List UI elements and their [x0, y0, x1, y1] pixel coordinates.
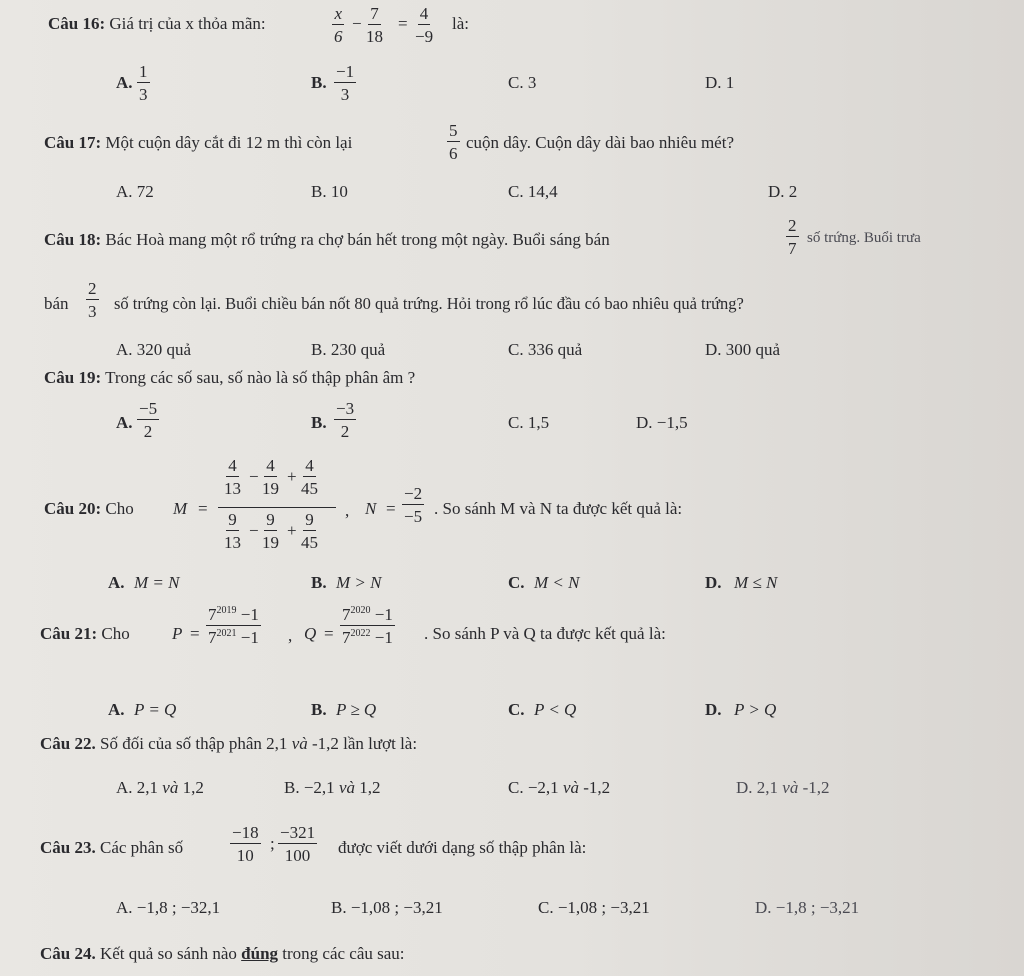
- option-c: C. −2,1 và -1,2: [508, 778, 611, 797]
- option-a-value: P = Q: [134, 700, 177, 719]
- question-text: số trứng còn lại. Buổi chiều bán nốt 80 quả trứng. Hỏi trong rổ lúc đầu có bao nhiêu quả trứng?: [114, 294, 744, 313]
- question-text: trong các câu sau:: [282, 944, 405, 963]
- option-b: B. 10: [311, 182, 348, 201]
- question-text: Trong các số sau, số nào là số thập phân âm ?: [105, 368, 416, 387]
- minus-sign: −: [249, 521, 259, 540]
- q18-frac-2-7: $\frac{2}{7}$: [788, 216, 797, 258]
- question-text: Bác Hoà mang một rổ trứng ra chợ bán hết trong một ngày. Buổi sáng bán: [105, 230, 610, 249]
- m-den-frac-3: $\frac{9}{45}$: [301, 510, 318, 552]
- option-d: D.: [705, 573, 722, 592]
- option-d-value: P > Q: [734, 700, 777, 719]
- q18-frac-2-3: $\frac{2}{3}$: [88, 279, 97, 321]
- q19-stem: [44, 368, 415, 388]
- question-label: Câu 17:: [44, 133, 102, 152]
- question-label: Câu 20:: [44, 499, 102, 518]
- question-text: Một cuộn dây cắt đi 12 m thì còn lại: [105, 133, 353, 152]
- option-a-value: $\frac{-5}{2}$: [139, 399, 158, 441]
- question-text: cuộn dây. Cuộn dây dài bao nhiêu mét?: [466, 133, 734, 152]
- option-c: C. 3: [508, 73, 537, 92]
- option-b: B.: [311, 700, 327, 719]
- q16-stem: [48, 14, 266, 34]
- m-num-frac-2: $\frac{4}{19}$: [262, 456, 279, 498]
- question-text: Cho: [105, 499, 134, 518]
- option-a: A.: [116, 73, 133, 92]
- variable-n: N: [365, 499, 377, 518]
- option-b: B.: [311, 573, 327, 592]
- option-b-value: $\frac{-3}{2}$: [336, 399, 355, 441]
- question-text: Kết quả so sánh nào: [99, 944, 237, 963]
- question-text: Các phân số: [99, 838, 184, 857]
- option-c: C.: [508, 700, 525, 719]
- question-text: Số đối của số thập phân 2,1: [99, 734, 288, 753]
- emphasized-word: đúng: [241, 944, 279, 963]
- m-num-frac-3: $\frac{4}{45}$: [301, 456, 318, 498]
- q16-frac-x6: $\frac{x}{6}$: [334, 4, 343, 46]
- option-d: D. 1: [705, 73, 735, 92]
- q24-stem: [40, 944, 405, 964]
- option-a: A. 320 quả: [116, 340, 192, 359]
- option-c: C. 1,5: [508, 413, 550, 432]
- question-text: và: [291, 734, 308, 753]
- question-label: Câu 24.: [40, 944, 96, 963]
- question-text: số trứng. Buổi trưa: [807, 230, 921, 246]
- option-a: A.: [116, 413, 133, 432]
- q17-frac: $\frac{5}{6}$: [449, 121, 458, 163]
- option-b: B. −1,08 ; −3,21: [331, 898, 443, 917]
- option-d-value: M ≤ N: [734, 573, 778, 592]
- option-a: A.: [108, 700, 125, 719]
- q21-p-frac: $\frac{7^{2019} -1}{7^{2021} -1}$: [208, 605, 259, 647]
- q16-frac-7-18: $\frac{7}{18}$: [366, 4, 383, 46]
- option-c: C. 14,4: [508, 182, 558, 201]
- option-d: D. 2,1 và -1,2: [736, 778, 830, 797]
- question-label: Câu 16:: [48, 14, 106, 33]
- q16-frac-4-neg9: $\frac{4}{-9}$: [415, 4, 434, 46]
- equals-sign: =: [190, 624, 200, 643]
- option-c-value: M < N: [534, 573, 580, 592]
- option-a: A. −1,8 ; −32,1: [116, 898, 221, 917]
- option-c: C. −1,08 ; −3,21: [538, 898, 650, 917]
- question-label: Câu 18:: [44, 230, 102, 249]
- question-tail: là:: [452, 14, 469, 33]
- separator: ;: [270, 834, 275, 853]
- q23-frac-2: $\frac{-321}{100}$: [280, 823, 316, 865]
- m-den-frac-1: $\frac{9}{13}$: [224, 510, 241, 552]
- question-label: Câu 22.: [40, 734, 96, 753]
- option-d: D. 300 quả: [705, 340, 781, 359]
- option-b: B.: [311, 73, 327, 92]
- m-den-frac-2: $\frac{9}{19}$: [262, 510, 279, 552]
- option-b: B. 230 quả: [311, 340, 386, 359]
- minus-sign: −: [352, 14, 362, 33]
- plus-sign: +: [287, 467, 297, 486]
- comma: ,: [345, 501, 350, 520]
- option-a-value: M = N: [134, 573, 180, 592]
- q17-stem: [44, 133, 352, 153]
- option-a: A.: [108, 573, 125, 592]
- plus-sign: +: [287, 521, 297, 540]
- q20-n-frac: $\frac{-2}{-5}$: [404, 484, 423, 526]
- option-c: C.: [508, 573, 525, 592]
- question-text: bán: [44, 294, 69, 313]
- q21-stem: [40, 624, 130, 644]
- question-text: Cho: [101, 624, 130, 643]
- option-d: D. 2: [768, 182, 798, 201]
- option-a: A. 2,1 và 1,2: [116, 778, 204, 797]
- q22-stem: [40, 734, 417, 754]
- option-b: B. −2,1 và 1,2: [284, 778, 381, 797]
- option-b-value: $\frac{-1}{3}$: [336, 62, 355, 104]
- variable-q: Q: [304, 624, 317, 643]
- q20-stem: [44, 499, 134, 519]
- m-main-fraction-bar: [218, 507, 336, 508]
- q23-frac-1: $\frac{-18}{10}$: [232, 823, 259, 865]
- equals-sign: =: [386, 499, 396, 518]
- equals-sign: =: [324, 624, 334, 643]
- equals-sign: =: [398, 14, 408, 33]
- minus-sign: −: [249, 467, 259, 486]
- q23-stem: [40, 838, 183, 858]
- option-c-value: P < Q: [534, 700, 577, 719]
- q18-stem: [44, 230, 610, 250]
- question-text: . So sánh M và N ta được kết quả là:: [434, 499, 683, 518]
- option-d: D.: [705, 700, 722, 719]
- option-b: B.: [311, 413, 327, 432]
- option-d: D. −1,5: [636, 413, 688, 432]
- option-d: D. −1,8 ; −3,21: [755, 898, 860, 917]
- option-a: A. 72: [116, 182, 154, 201]
- variable-m: M: [173, 499, 188, 518]
- m-num-frac-1: $\frac{4}{13}$: [224, 456, 241, 498]
- option-b-value: M > N: [336, 573, 382, 592]
- variable-p: P: [172, 624, 183, 643]
- question-text: . So sánh P và Q ta được kết quả là:: [424, 624, 666, 643]
- option-c: C. 336 quả: [508, 340, 583, 359]
- option-b-value: P ≥ Q: [336, 700, 377, 719]
- question-text: Giá trị của x thỏa mãn:: [109, 14, 266, 33]
- question-label: Câu 23.: [40, 838, 96, 857]
- question-text: được viết dưới dạng số thập phân là:: [338, 838, 587, 857]
- comma: ,: [288, 626, 293, 645]
- option-a-value: $\frac{1}{3}$: [139, 62, 148, 104]
- q21-q-frac: $\frac{7^{2020} -1}{7^{2022} -1}$: [342, 605, 393, 647]
- equals-sign: =: [198, 499, 208, 518]
- question-label: Câu 21:: [40, 624, 98, 643]
- question-label: Câu 19:: [44, 368, 102, 387]
- question-text: -1,2 lần lượt là:: [311, 734, 418, 753]
